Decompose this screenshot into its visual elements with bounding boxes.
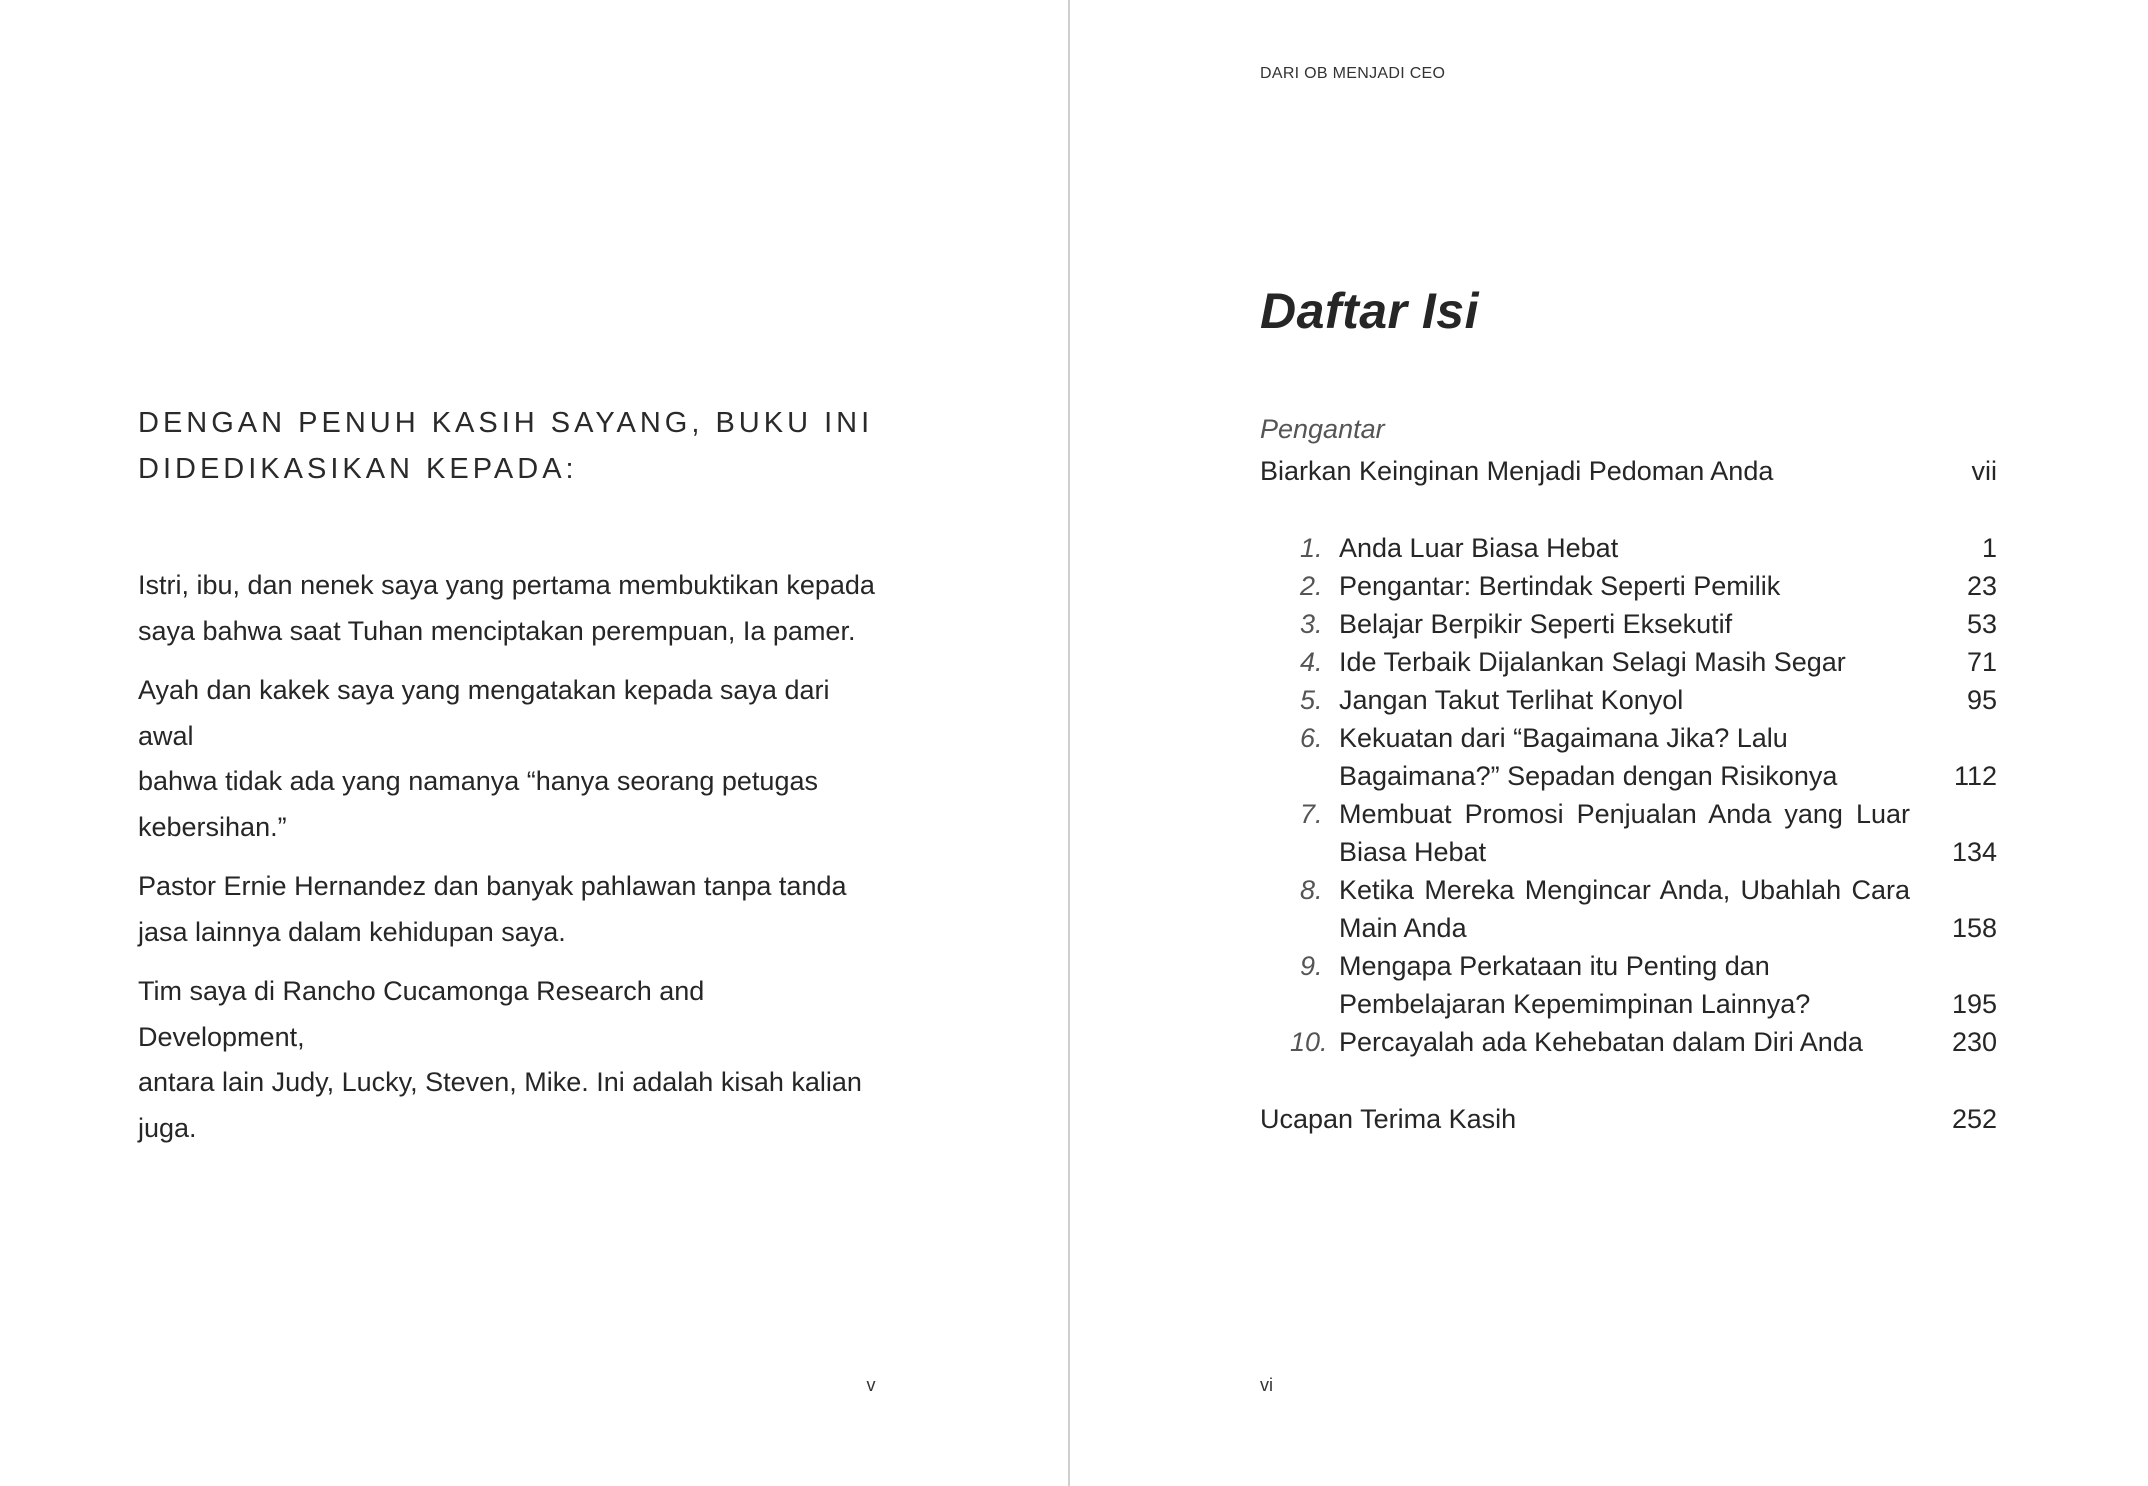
chapter-number: 5. bbox=[1300, 685, 1323, 715]
toc-entry-page: 23 bbox=[1966, 571, 1997, 601]
toc-entry-page: 1 bbox=[1981, 533, 1997, 563]
toc-entry-chapter[interactable] bbox=[1260, 719, 1997, 757]
toc-entry-continuation[interactable] bbox=[1260, 757, 1997, 795]
toc-entry-label: Mengapa Perkataan itu Penting dan bbox=[1339, 951, 1770, 981]
dedication-heading bbox=[138, 400, 918, 492]
toc-entry-label: Biasa Hebat bbox=[1339, 837, 1487, 867]
toc-entry-label: Ide Terbaik Dijalankan Selagi Masih Segar bbox=[1339, 647, 1846, 677]
chapter-number: 1. bbox=[1300, 533, 1323, 563]
chapter-number: 9. bbox=[1300, 951, 1323, 981]
toc-entry-page: 71 bbox=[1966, 647, 1997, 677]
dedication-heading-line: DENGAN PENUH KASIH SAYANG, BUKU INI bbox=[138, 407, 874, 439]
toc-entry-label: Biarkan Keinginan Menjadi Pedoman Anda bbox=[1260, 456, 1774, 486]
toc-entry-page: 230 bbox=[1951, 1027, 1997, 1057]
text-line: juga. bbox=[138, 1112, 197, 1143]
text-line: saya bahwa saat Tuhan menciptakan perempuan, Ia pamer. bbox=[138, 615, 856, 646]
text-line: Istri, ibu, dan nenek saya yang pertama membuktikan kepada bbox=[138, 570, 875, 600]
toc-entry-chapter[interactable] bbox=[1260, 605, 1997, 643]
toc-entry-page: 112 bbox=[1953, 761, 1997, 791]
text-line: kebersihan.” bbox=[138, 811, 287, 842]
toc-entry-chapter[interactable] bbox=[1260, 871, 1997, 909]
dedication-body bbox=[138, 563, 878, 1165]
text-line: Pastor Ernie Hernandez dan banyak pahlawan tanpa tanda bbox=[138, 871, 847, 901]
toc-entry-chapter[interactable] bbox=[1260, 643, 1997, 681]
dedication-paragraph bbox=[138, 563, 878, 654]
running-head: DARI OB MENJADI CEO bbox=[1260, 65, 1446, 82]
toc-entry-chapter[interactable] bbox=[1260, 529, 1997, 567]
dedication-paragraph bbox=[138, 864, 878, 955]
toc-entry-label: Kekuatan dari “Bagaimana Jika? Lalu bbox=[1339, 723, 1788, 753]
toc-entry-acknowledgements[interactable] bbox=[1260, 1100, 1997, 1138]
chapter-number: 10. bbox=[1290, 1027, 1328, 1057]
toc-entry-continuation[interactable] bbox=[1260, 833, 1997, 871]
toc-entry-page: 134 bbox=[1951, 837, 1997, 867]
toc-entry-label: Ucapan Terima Kasih bbox=[1260, 1104, 1517, 1134]
toc-entry-label: Pembelajaran Kepemimpinan Lainnya? bbox=[1339, 989, 1811, 1019]
text-line: antara lain Judy, Lucky, Steven, Mike. Ini adalah kisah kalian bbox=[138, 1067, 862, 1097]
toc-entry-label: Membuat Promosi Penjualan Anda yang Luar bbox=[1339, 799, 1910, 829]
toc-entry-chapter[interactable] bbox=[1260, 681, 1997, 719]
chapter-number: 6. bbox=[1300, 723, 1323, 753]
toc-entry-page: 158 bbox=[1951, 913, 1997, 943]
chapter-number: 7. bbox=[1300, 799, 1323, 829]
chapter-number: 8. bbox=[1300, 875, 1323, 905]
page-number: vi bbox=[1260, 1375, 1273, 1395]
toc-entry-page: 252 bbox=[1951, 1104, 1997, 1134]
toc-entry-label: Ketika Mereka Mengincar Anda, Ubahlah Cara bbox=[1339, 875, 1910, 905]
dedication-paragraph bbox=[138, 668, 878, 850]
dedication-heading-line: DIDEDIKASIKAN KEPADA: bbox=[138, 453, 578, 485]
toc-entry-label: Jangan Takut Terlihat Konyol bbox=[1339, 685, 1684, 715]
toc-entry-continuation[interactable] bbox=[1260, 985, 1997, 1023]
toc-entry-chapter[interactable] bbox=[1260, 1023, 1997, 1061]
toc-entry-label: Belajar Berpikir Seperti Eksekutif bbox=[1339, 609, 1733, 639]
toc-entry-label: Main Anda bbox=[1339, 913, 1467, 943]
text-line: Ayah dan kakek saya yang mengatakan kepada saya dari awal bbox=[138, 675, 830, 751]
dedication-paragraph bbox=[138, 969, 878, 1151]
page-title: Daftar Isi bbox=[1260, 283, 1479, 339]
toc-entry-preface[interactable] bbox=[1260, 452, 1997, 490]
text-line: Tim saya di Rancho Cucamonga Research and Development, bbox=[138, 976, 705, 1052]
toc-entry-label: Anda Luar Biasa Hebat bbox=[1339, 533, 1619, 563]
toc-entry-chapter[interactable] bbox=[1260, 947, 1997, 985]
toc-entry-page: 195 bbox=[1951, 989, 1997, 1019]
toc-entry-label: Bagaimana?” Sepadan dengan Risikonya bbox=[1339, 761, 1838, 791]
toc-entry-label: Pengantar: Bertindak Seperti Pemilik bbox=[1339, 571, 1781, 601]
text-line: bahwa tidak ada yang namanya “hanya seorang petugas bbox=[138, 766, 818, 796]
toc-entry-continuation[interactable] bbox=[1260, 909, 1997, 947]
chapter-number: 2. bbox=[1300, 571, 1323, 601]
toc-entry-page: vii bbox=[1971, 456, 1997, 486]
page-number: v bbox=[866, 1375, 876, 1395]
toc-entry-label: Percayalah ada Kehebatan dalam Diri Anda bbox=[1339, 1027, 1863, 1057]
table-of-contents-page bbox=[1070, 0, 2148, 1486]
preface-kicker: Pengantar bbox=[1260, 414, 1385, 444]
text-line: jasa lainnya dalam kehidupan saya. bbox=[138, 916, 566, 947]
toc-entry-page: 95 bbox=[1966, 685, 1997, 715]
toc-entry-chapter[interactable] bbox=[1260, 567, 1997, 605]
toc-entry-chapter[interactable] bbox=[1260, 795, 1997, 833]
toc-list bbox=[1260, 0, 1997, 1486]
dedication-page bbox=[0, 0, 1069, 1486]
toc-entry-page: 53 bbox=[1966, 609, 1997, 639]
chapter-number: 4. bbox=[1300, 647, 1323, 677]
chapter-number: 3. bbox=[1300, 609, 1323, 639]
